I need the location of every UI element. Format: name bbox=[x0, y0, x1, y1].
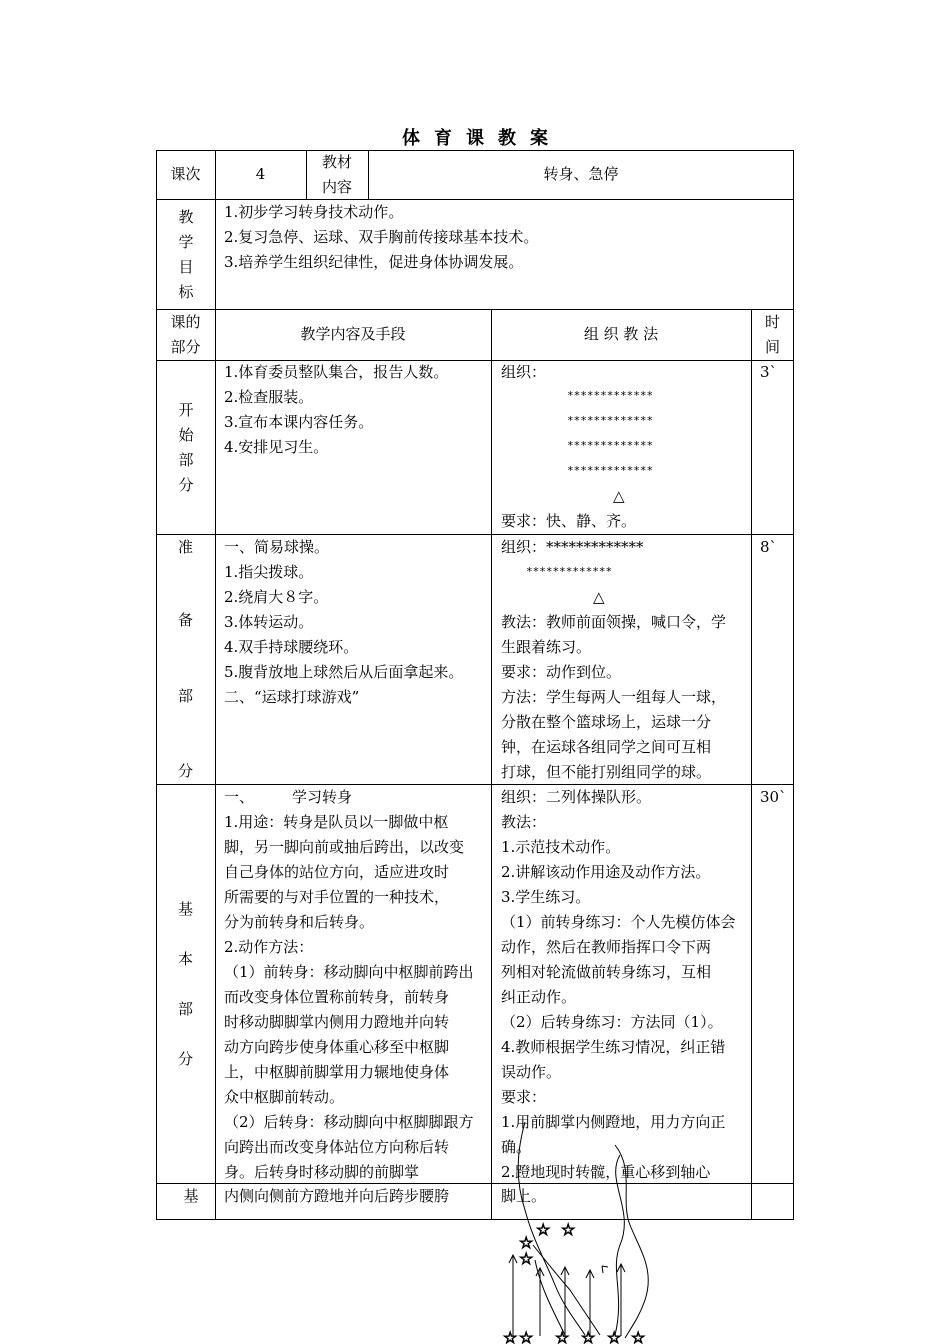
star-icon: ☆ bbox=[607, 1328, 622, 1344]
basic-method: 1.示范技术动作。 bbox=[501, 838, 621, 856]
start-org-label: 组织： bbox=[501, 363, 547, 381]
prep-method: 打球，但不能打别组同学的球。 bbox=[501, 763, 712, 781]
prep-method: 教法：教师前面领操，喊口令，学 bbox=[501, 613, 727, 631]
title-char: 教 bbox=[498, 128, 516, 149]
label-char: 目 bbox=[178, 258, 194, 276]
start-content: 4.安排见习生。 bbox=[224, 438, 329, 456]
basic-method: 确。 bbox=[501, 1138, 532, 1156]
basic-label-char: 分 bbox=[177, 1050, 193, 1068]
formation-row: ************* bbox=[567, 464, 654, 477]
prep-label-char: 分 bbox=[177, 762, 193, 780]
prep-method: 生跟着练习。 bbox=[501, 638, 592, 656]
col-divider bbox=[751, 309, 752, 1220]
prep-content: 4.双手持球腰绕环。 bbox=[224, 638, 359, 656]
basic-heading-num: 一、 bbox=[224, 788, 255, 806]
title-char: 课 bbox=[466, 128, 484, 149]
prep-content: 二、“运球打球游戏” bbox=[224, 688, 360, 706]
basic-method: 3.学生练习。 bbox=[501, 888, 591, 906]
goal-line: 2.复习急停、运球、双手胸前传接球基本技术。 bbox=[224, 228, 539, 246]
basic-content: 上，中枢脚前脚掌用力辗地使身体 bbox=[224, 1063, 450, 1081]
basic-content: 分为前转身和后转身。 bbox=[224, 913, 375, 931]
label-char: 部 bbox=[178, 451, 194, 469]
basic-method: 1.用前脚掌内侧蹬地，用力方向正 bbox=[501, 1113, 726, 1131]
page-title bbox=[0, 124, 950, 150]
basic-method: 2.讲解该动作用途及动作方法。 bbox=[501, 863, 711, 881]
star-icon: ☆ bbox=[519, 1328, 534, 1344]
star-icon: ☆ bbox=[581, 1328, 596, 1344]
basic-content: 脚，另一脚向前或抽后跨出，以改变 bbox=[224, 838, 465, 856]
prep-time: 8` bbox=[760, 538, 778, 556]
prep-content: 一、简易球操。 bbox=[224, 538, 330, 556]
basic-time: 30` bbox=[760, 788, 787, 806]
basic-label-char: 本 bbox=[177, 950, 193, 968]
prep-content: 3.体转运动。 bbox=[224, 613, 314, 631]
label-char: 学 bbox=[178, 233, 194, 251]
last-method: 脚上。 bbox=[501, 1187, 547, 1205]
basic-method: （2）后转身练习：方法同（1）。 bbox=[501, 1013, 723, 1031]
basic-method: 要求： bbox=[501, 1088, 547, 1106]
title-char: 案 bbox=[530, 128, 548, 149]
prep-content: 5.腹背放地上球然后从后面拿起来。 bbox=[224, 663, 464, 681]
label-char: 分 bbox=[178, 476, 194, 494]
formation-row: ************* bbox=[526, 565, 613, 578]
goal-line: 3.培养学生组织纪律性，促进身体协调发展。 bbox=[224, 253, 524, 271]
movement-diagram bbox=[495, 1110, 675, 1344]
basic-content: 众中枢脚前转动。 bbox=[224, 1088, 345, 1106]
basic-content: （2）后转身：移动脚向中枢脚脚跟方 bbox=[224, 1113, 474, 1131]
label-char: 教 bbox=[178, 208, 194, 226]
teacher-icon: △ bbox=[613, 487, 625, 505]
goal-line: 1.初步学习转身技术动作。 bbox=[224, 203, 404, 221]
start-content: 1.体育委员整队集合，报告人数。 bbox=[224, 363, 449, 381]
col-divider bbox=[491, 309, 492, 1220]
start-content: 3.宣布本课内容任务。 bbox=[224, 413, 374, 431]
basic-method: 误动作。 bbox=[501, 1063, 562, 1081]
basic-method: （1）前转身练习：个人先模仿体会 bbox=[501, 913, 736, 931]
basic-content: （1）前转身：移动脚向中枢脚前跨出 bbox=[224, 963, 474, 981]
material-label: 内容 bbox=[321, 178, 352, 196]
label-char: 标 bbox=[178, 283, 194, 301]
basic-content: 1.用途：转身是队员以一脚做中枢 bbox=[224, 813, 449, 831]
basic-method: 4.教师根据学生练习情况，纠正错 bbox=[501, 1038, 726, 1056]
prep-label-char: 准 bbox=[177, 538, 193, 556]
method-header: 组 织 教 法 bbox=[583, 325, 659, 343]
star-icon: ☆ bbox=[631, 1328, 646, 1344]
star-icon: ☆ bbox=[503, 1328, 518, 1344]
basic-method: 列相对轮流做前转身练习，互相 bbox=[501, 963, 712, 981]
last-label: 基 bbox=[183, 1187, 199, 1205]
formation-row: ************* bbox=[567, 389, 654, 402]
star-icon: ☆ bbox=[555, 1328, 570, 1344]
teacher-icon: △ bbox=[593, 588, 605, 606]
last-content: 内侧向侧前方蹬地并向后跨步腰胯 bbox=[224, 1187, 450, 1205]
basic-content: 身。后转身时移动脚的前脚掌 bbox=[224, 1163, 420, 1181]
lesson-label: 课次 bbox=[170, 165, 201, 183]
formation-row: ************* bbox=[567, 414, 654, 427]
basic-method: 动作，然后在教师指挥口令下两 bbox=[501, 938, 712, 956]
basic-content: 所需要的与对手位置的一种技术， bbox=[224, 888, 450, 906]
formation-row: ************* bbox=[567, 439, 654, 452]
row-divider bbox=[156, 309, 794, 310]
star-icon: ☆ bbox=[519, 1233, 534, 1252]
col-divider bbox=[215, 150, 216, 1220]
title-char: 体 bbox=[402, 128, 420, 149]
prep-method: 分散在整个篮球场上，运球一分 bbox=[501, 713, 712, 731]
start-requirement: 要求：快、静、齐。 bbox=[501, 512, 637, 530]
prep-method: 要求：动作到位。 bbox=[501, 663, 622, 681]
star-icon: ☆ bbox=[536, 1220, 551, 1239]
start-content: 2.检查服装。 bbox=[224, 388, 314, 406]
time-header: 间 bbox=[764, 338, 780, 356]
title-char: 育 bbox=[434, 128, 452, 149]
basic-method: 纠正动作。 bbox=[501, 988, 577, 1006]
material-value: 转身、急停 bbox=[543, 165, 619, 183]
basic-heading: 学习转身 bbox=[292, 788, 353, 806]
material-label: 教材 bbox=[321, 153, 352, 171]
lesson-value: 4 bbox=[255, 165, 266, 183]
label-char: 始 bbox=[178, 426, 194, 444]
start-label bbox=[171, 398, 201, 498]
goals-label bbox=[171, 205, 201, 305]
basic-content: 动方向跨步使身体重心移至中枢脚 bbox=[224, 1038, 450, 1056]
basic-content: 2.动作方法： bbox=[224, 938, 314, 956]
prep-content: 1.指尖拨球。 bbox=[224, 563, 314, 581]
basic-label-char: 基 bbox=[177, 900, 193, 918]
start-time: 3` bbox=[760, 363, 778, 381]
prep-content: 2.绕肩大８字。 bbox=[224, 588, 329, 606]
star-icon: ☆ bbox=[519, 1249, 534, 1268]
part-header: 部分 bbox=[170, 338, 201, 356]
basic-label-char: 部 bbox=[177, 1000, 193, 1018]
time-header: 时 bbox=[764, 313, 780, 331]
basic-content: 自己身体的站位方向，适应进攻时 bbox=[224, 863, 450, 881]
prep-label-char: 备 bbox=[177, 611, 193, 629]
label-char: 开 bbox=[178, 401, 194, 419]
prep-method: 钟，在运球各组同学之间可互相 bbox=[501, 738, 712, 756]
part-header: 课的 bbox=[170, 313, 201, 331]
basic-content: 向跨出而改变身体站位方向称后转 bbox=[224, 1138, 450, 1156]
basic-method: 组织：二列体操队形。 bbox=[501, 788, 652, 806]
content-header: 教学内容及手段 bbox=[300, 325, 406, 343]
star-icon: ☆ bbox=[561, 1220, 576, 1239]
prep-org: 组织：************* bbox=[501, 538, 644, 556]
basic-content: 而改变身体位置称前转身，前转身 bbox=[224, 988, 450, 1006]
prep-label-char: 部 bbox=[177, 687, 193, 705]
basic-content: 时移动脚脚掌内侧用力蹬地并向转 bbox=[224, 1013, 450, 1031]
prep-method: 方法：学生每两人一组每人一球， bbox=[501, 688, 727, 706]
basic-method: 教法： bbox=[501, 813, 547, 831]
basic-method: 2.蹬地现时转髋，重心移到轴心 bbox=[501, 1163, 711, 1181]
